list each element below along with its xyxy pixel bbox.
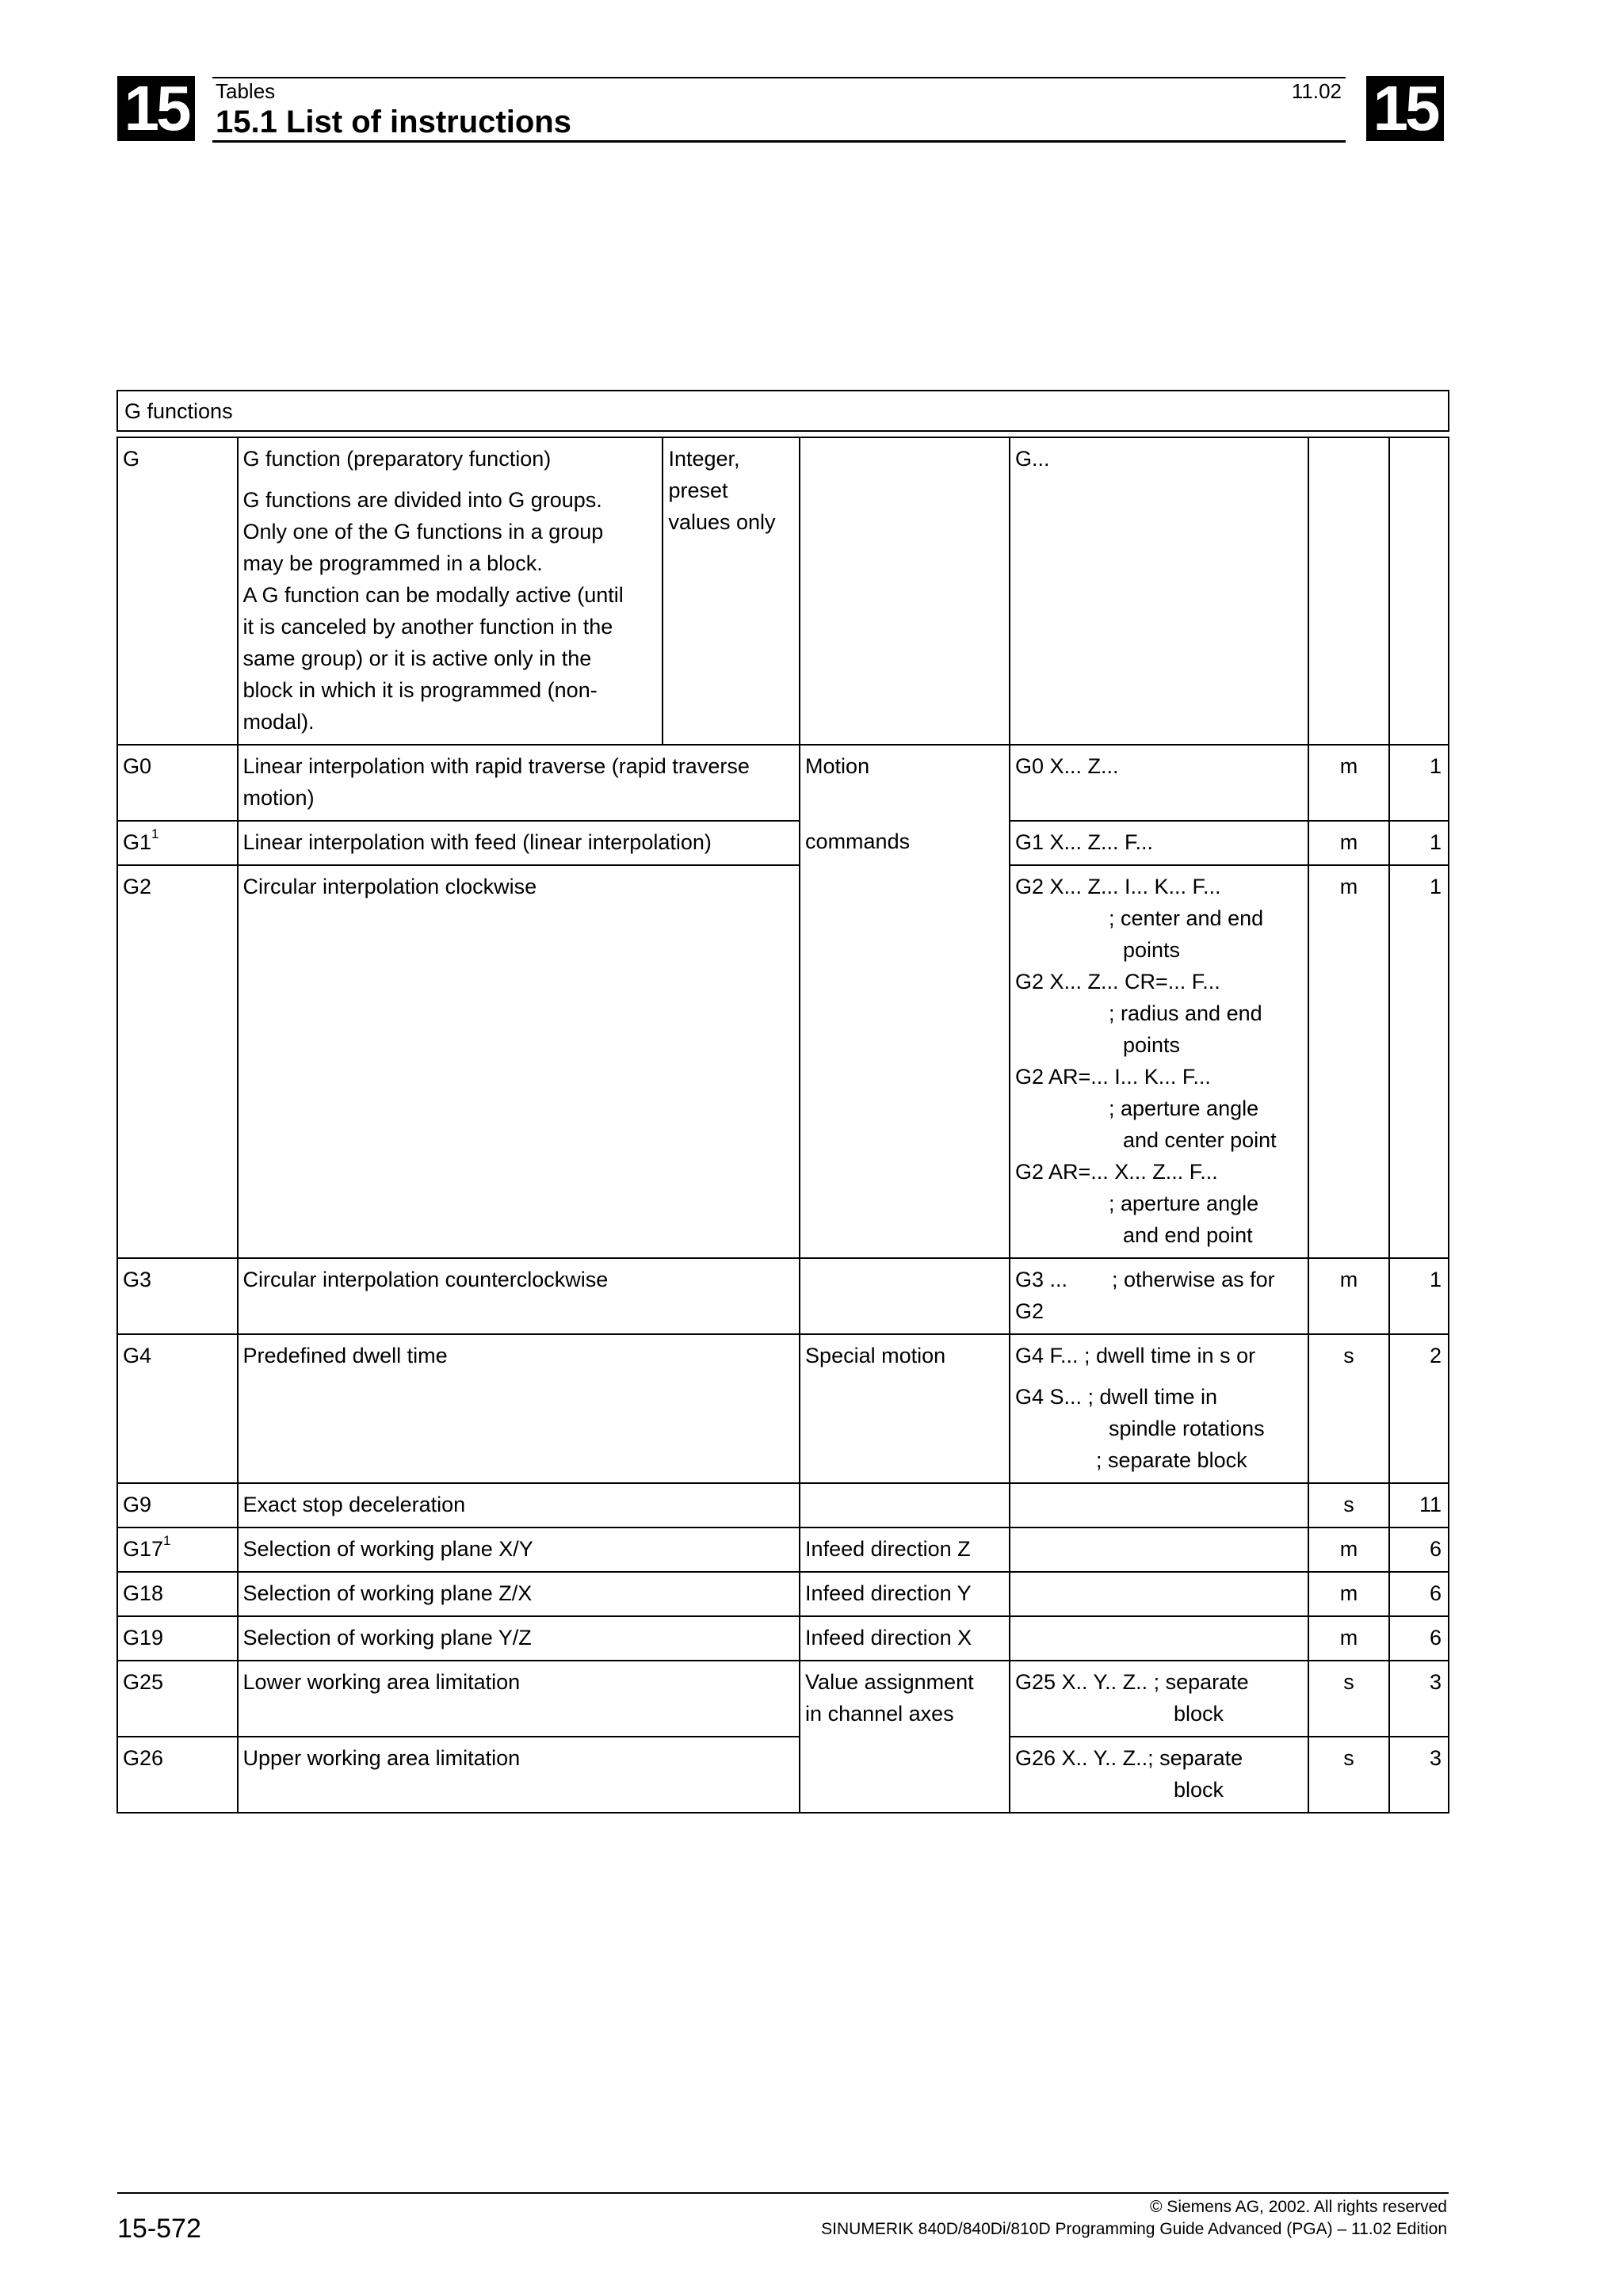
syntax-comment: ; separate block (1095, 1448, 1247, 1472)
cell-syntax: G... (1010, 437, 1308, 745)
table-row (117, 1334, 1449, 1483)
cell-type: m (1308, 745, 1388, 821)
cell-type: s (1308, 1483, 1388, 1527)
cell-code (117, 821, 238, 865)
table-row (117, 1661, 1449, 1737)
cell-syntax (1010, 1483, 1308, 1527)
syntax-line: G25 X.. Y.. Z.. ; separate (1014, 1670, 1249, 1694)
cell-description: Selection of working plane Y/Z (238, 1616, 800, 1661)
syntax-comment: and end point (1122, 1223, 1253, 1247)
cell-description: Linear interpolation with feed (linear interpolation) (238, 821, 800, 865)
cell-group-label: Infeed direction Y (800, 1572, 1010, 1616)
syntax-comment: ; center and end (1108, 906, 1264, 930)
cell-group: 2 (1389, 1334, 1449, 1483)
cell-code: G25 (117, 1661, 238, 1737)
cell-description: Circular interpolation clockwise (238, 865, 800, 1258)
cell-group-label (800, 1661, 1010, 1737)
cell-group: 1 (1389, 821, 1449, 865)
cell-description: Circular interpolation counterclockwise (238, 1258, 800, 1334)
cell-group-label (800, 1483, 1010, 1527)
syntax-comment: block (1173, 1778, 1224, 1802)
cell-type: m (1308, 1616, 1388, 1661)
table-row (117, 437, 1449, 745)
cell-group: 6 (1389, 1527, 1449, 1572)
description-line: motion) (242, 786, 315, 810)
cell-code: G3 (117, 1258, 238, 1334)
cell-group-label (800, 1737, 1010, 1813)
group-label-line: Value assignment (805, 1670, 974, 1694)
header-section-label: Tables (216, 79, 276, 103)
header-date: 11.02 (1291, 79, 1342, 103)
cell-type: m (1308, 865, 1388, 1258)
description-line: it is canceled by another function in the (242, 615, 613, 639)
cell-description (238, 437, 663, 745)
cell-type (1308, 437, 1388, 745)
cell-group-label (800, 1258, 1010, 1334)
code-text: G17 (123, 1537, 164, 1561)
syntax-line: G2 X... Z... I... K... F... (1014, 875, 1221, 898)
description-title: G function (preparatory function) (242, 447, 552, 471)
table-row (117, 821, 1449, 865)
value-type-line: Integer, (668, 447, 740, 471)
cell-syntax: G0 X... Z... (1010, 745, 1308, 821)
description-line: modal). (242, 710, 315, 734)
cell-type: m (1308, 1527, 1388, 1572)
syntax-line: G4 S... ; dwell time in (1014, 1385, 1218, 1409)
table-row (117, 1737, 1449, 1813)
cell-code: G9 (117, 1483, 238, 1527)
table-row (117, 1616, 1449, 1661)
chapter-number-badge-left: 15 (117, 76, 195, 141)
table-row (117, 1258, 1449, 1334)
footer-rule (117, 2192, 1449, 2194)
table-row (117, 1527, 1449, 1572)
cell-syntax: G1 X... Z... F... (1010, 821, 1308, 865)
cell-group-label: Infeed direction Z (800, 1527, 1010, 1572)
cell-type: s (1308, 1661, 1388, 1737)
footer-copyright: © Siemens AG, 2002. All rights reserved (1150, 2198, 1447, 2216)
cell-syntax (1010, 1334, 1308, 1483)
cell-type: m (1308, 1258, 1388, 1334)
syntax-comment: block (1173, 1702, 1224, 1726)
cell-group-label: Infeed direction X (800, 1616, 1010, 1661)
syntax-line: G4 F... ; dwell time in s or (1014, 1344, 1256, 1367)
group-label-line: in channel axes (805, 1702, 954, 1726)
cell-type: m (1308, 821, 1388, 865)
table-row (117, 865, 1449, 1258)
syntax-comment: and center point (1122, 1128, 1277, 1152)
cell-group-label: commands (800, 821, 1010, 865)
table-row (117, 1572, 1449, 1616)
chapter-number-badge-right: 15 (1366, 76, 1444, 141)
syntax-line: G2 AR=... X... Z... F... (1014, 1160, 1218, 1184)
cell-group: 1 (1389, 745, 1449, 821)
cell-group-label (800, 437, 1010, 745)
syntax-line: G26 X.. Y.. Z..; separate (1014, 1746, 1243, 1770)
syntax-comment: ; otherwise as for (1112, 1268, 1275, 1291)
cell-group-label: Special motion (800, 1334, 1010, 1483)
cell-group: 11 (1389, 1483, 1449, 1527)
footnote-mark: 1 (163, 1533, 171, 1548)
cell-description (238, 745, 800, 821)
syntax-comment: ; radius and end (1108, 1001, 1262, 1025)
cell-description: Predefined dwell time (238, 1334, 800, 1483)
cell-syntax (1010, 1661, 1308, 1737)
table-row (117, 1483, 1449, 1527)
cell-code: G2 (117, 865, 238, 1258)
cell-syntax (1010, 1527, 1308, 1572)
g-functions-table (116, 390, 1449, 1814)
description-line: block in which it is programmed (non- (242, 678, 598, 702)
cell-syntax (1010, 1616, 1308, 1661)
description-line: Only one of the G functions in a group (242, 520, 604, 543)
cell-group (1389, 437, 1449, 745)
description-line: may be programmed in a block. (242, 551, 543, 575)
cell-group: 3 (1389, 1661, 1449, 1737)
cell-group-label (800, 865, 1010, 1258)
footnote-mark: 1 (151, 826, 159, 841)
syntax-comment: ; aperture angle (1108, 1097, 1259, 1120)
cell-type: s (1308, 1737, 1388, 1813)
cell-code: G26 (117, 1737, 238, 1813)
header-rule-top (212, 77, 1346, 78)
cell-syntax (1010, 865, 1308, 1258)
cell-syntax (1010, 1258, 1308, 1334)
cell-type: s (1308, 1334, 1388, 1483)
description-line: G functions are divided into G groups. (242, 488, 602, 512)
cell-description: Selection of working plane Z/X (238, 1572, 800, 1616)
cell-syntax (1010, 1572, 1308, 1616)
cell-group-label: Motion (800, 745, 1010, 821)
cell-code: G0 (117, 745, 238, 821)
cell-syntax (1010, 1737, 1308, 1813)
header-rule-bottom (212, 140, 1346, 143)
cell-description: Lower working area limitation (238, 1661, 800, 1737)
cell-group: 6 (1389, 1616, 1449, 1661)
syntax-line: G3 ... (1014, 1268, 1068, 1291)
syntax-comment: points (1122, 938, 1181, 962)
syntax-line: G2 X... Z... CR=... F... (1014, 970, 1220, 994)
page-number: 15-572 (117, 2214, 201, 2244)
cell-code: G19 (117, 1616, 238, 1661)
cell-code: G (117, 437, 238, 745)
cell-group: 6 (1389, 1572, 1449, 1616)
cell-code (117, 1527, 238, 1572)
cell-description: Exact stop deceleration (238, 1483, 800, 1527)
cell-code: G4 (117, 1334, 238, 1483)
cell-type: m (1308, 1572, 1388, 1616)
cell-description: Upper working area limitation (238, 1737, 800, 1813)
syntax-line: G2 (1014, 1299, 1044, 1323)
code-text: G1 (123, 830, 152, 854)
description-line: A G function can be modally active (until (242, 583, 624, 607)
page-title: 15.1 List of instructions (216, 105, 571, 139)
cell-group: 3 (1389, 1737, 1449, 1813)
value-type-line: values only (668, 510, 776, 534)
table-row (117, 745, 1449, 821)
description-line: same group) or it is active only in the (242, 646, 592, 670)
description-line: Linear interpolation with rapid traverse (rapid traverse (242, 754, 750, 778)
cell-description: Selection of working plane X/Y (238, 1527, 800, 1572)
syntax-line: G2 AR=... I... K... F... (1014, 1065, 1211, 1089)
cell-code: G18 (117, 1572, 238, 1616)
syntax-comment: points (1122, 1033, 1181, 1057)
footer-book-title: SINUMERIK 840D/840Di/810D Programming Guide Advanced (PGA) – 11.02 Edition (821, 2220, 1447, 2238)
table-title: G functions (116, 390, 1449, 432)
cell-group: 1 (1389, 1258, 1449, 1334)
cell-group: 1 (1389, 865, 1449, 1258)
syntax-comment: spindle rotations (1108, 1417, 1265, 1440)
value-type-line: preset (668, 479, 728, 502)
syntax-comment: ; aperture angle (1108, 1192, 1259, 1215)
cell-value-type (663, 437, 800, 745)
